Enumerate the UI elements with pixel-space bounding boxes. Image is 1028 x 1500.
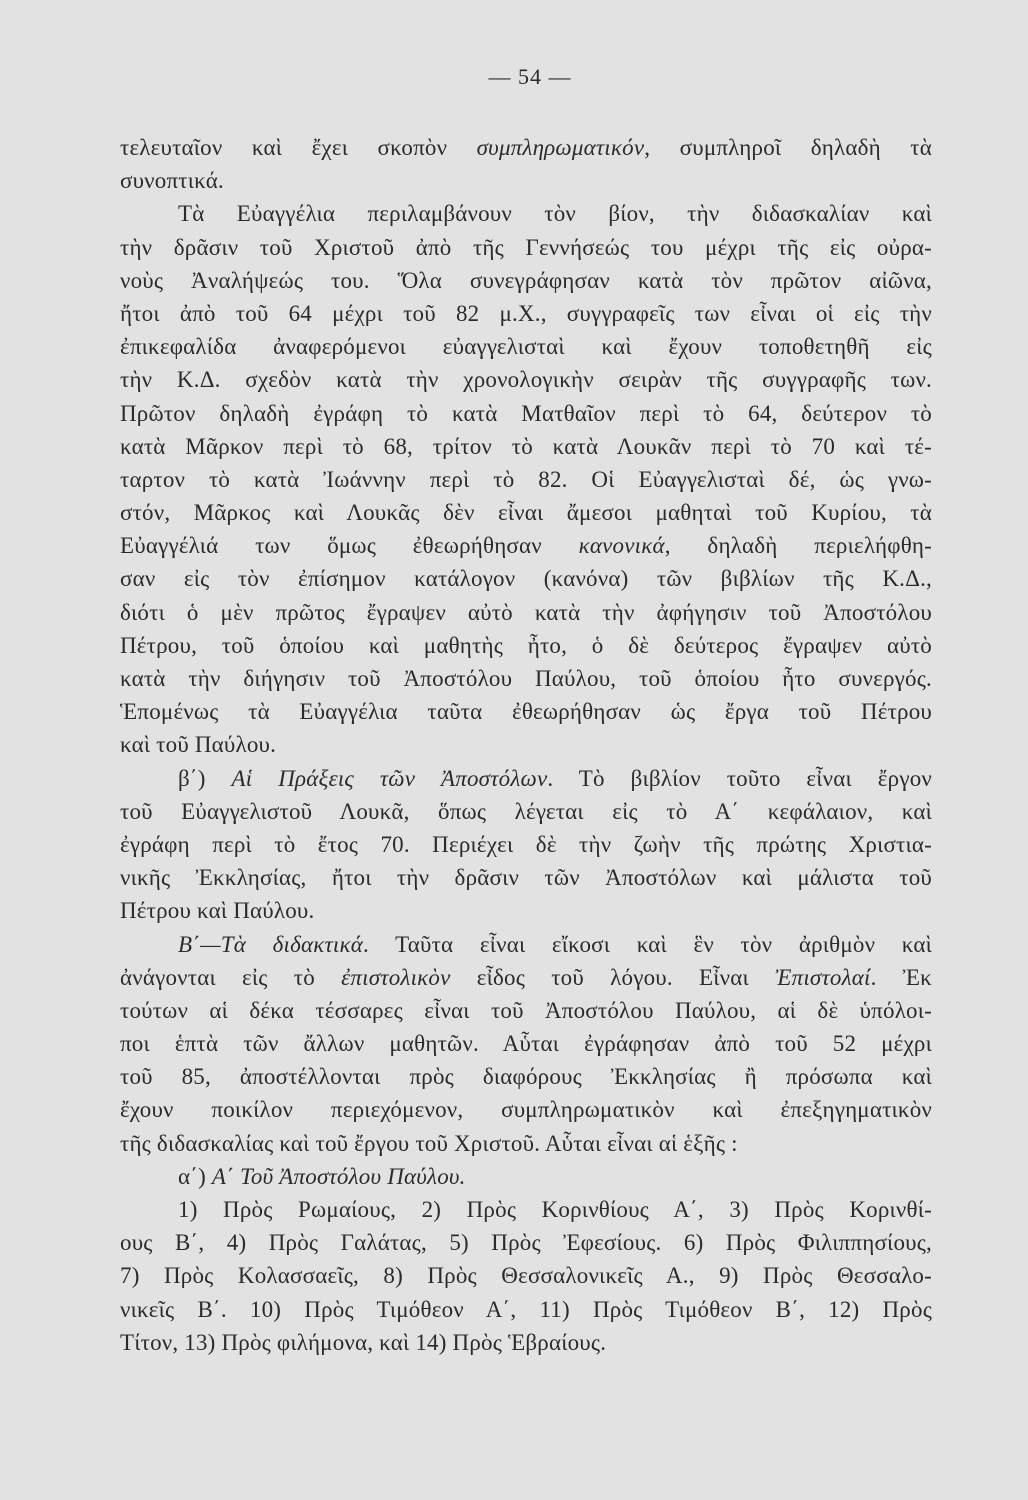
text-span: ἐπικεφαλίδα ἀναφερόμενοι εὐαγγελισταὶ καὶ ἔχουν τοποθετηθῆ εἰς bbox=[120, 334, 932, 360]
text-span: Πρῶτον δηλαδὴ ἐγράφη τὸ κατὰ Ματθαῖον περὶ τὸ 64, δεύτερον τὸ bbox=[120, 400, 932, 426]
text-span: στόν, Μᾶρκος καὶ Λουκᾶς δὲν εἶναι ἄμεσοι μαθηταὶ τοῦ Κυρίου, τὰ bbox=[120, 500, 932, 526]
text-span: καὶ τοῦ Παύλου. bbox=[120, 732, 277, 758]
text-line bbox=[120, 529, 932, 562]
text-span: Πέτρου καὶ Παύλου. bbox=[120, 898, 315, 924]
text-span: τὴν δρᾶσιν τοῦ Χριστοῦ ἀπὸ τῆς Γεννήσεώς του μέχρι τῆς εἰς οὐρα- bbox=[120, 234, 932, 260]
paragraph-start bbox=[120, 197, 932, 230]
paragraph-start bbox=[120, 1160, 932, 1193]
text-span: . Ἐκ bbox=[870, 964, 932, 990]
text-line bbox=[120, 496, 932, 529]
text-span: . Ταῦτα εἶναι εἴκοσι καὶ ἓν τὸν ἀριθμὸν καὶ bbox=[363, 931, 932, 957]
text-line bbox=[120, 1127, 932, 1160]
text-line bbox=[120, 164, 932, 197]
text-line bbox=[120, 629, 932, 662]
text-span: ἤτοι ἀπὸ τοῦ 64 μέχρι τοῦ 82 μ.Χ., συγγραφεῖς των εἶναι οἱ εἰς τὴν bbox=[120, 300, 932, 326]
text-line bbox=[120, 695, 932, 728]
text-line bbox=[120, 264, 932, 297]
text-line bbox=[120, 1226, 932, 1259]
text-span: 7) Πρὸς Κολασσαεῖς, 8) Πρὸς Θεσσαλονικεῖς Α., 9) Πρὸς Θεσσαλο- bbox=[120, 1263, 932, 1289]
italic-heading: Β΄—Τὰ διδακτικά bbox=[178, 931, 364, 957]
text-span: τῆς διδασκαλίας καὶ τοῦ ἔργου τοῦ Χριστοῦ. Αὗται εἶναι αἱ ἑξῆς : bbox=[120, 1130, 738, 1156]
text-span: 1) Πρὸς Ρωμαίους, 2) Πρὸς Κορινθίους Α΄, 3) Πρὸς Κορινθί- bbox=[178, 1197, 932, 1222]
text-span: νικῆς Ἐκκλησίας, ἤτοι τὴν δρᾶσιν τῶν Ἀποστόλων καὶ μάλιστα τοῦ bbox=[120, 865, 932, 891]
paragraph-start bbox=[120, 1193, 932, 1226]
text-span: Πέτρου, τοῦ ὁποίου καὶ μαθητὴς ἦτο, ὁ δὲ δεύτερος ἔγραψεν αὐτὸ bbox=[120, 632, 932, 658]
text-span: β΄) bbox=[178, 765, 232, 791]
text-line bbox=[120, 861, 932, 894]
text-span: τοῦ 85, ἀποστέλλονται πρὸς διαφόρους Ἐκκλησίας ἢ πρόσωπα καὶ bbox=[120, 1064, 932, 1090]
text-span: , δηλαδὴ περιελήφθη- bbox=[664, 533, 932, 559]
body-text bbox=[120, 131, 932, 1359]
text-span: διότι ὁ μὲν πρῶτος ἔγραψεν αὐτὸ κατὰ τὴν ἀφήγησιν τοῦ Ἀποστόλου bbox=[120, 599, 932, 625]
text-line bbox=[120, 1326, 932, 1359]
text-line bbox=[120, 231, 932, 264]
italic-heading: Α΄ Τοῦ Ἀποστόλου Παύλου. bbox=[211, 1163, 466, 1189]
text-line bbox=[120, 994, 932, 1027]
text-line bbox=[120, 1060, 932, 1093]
text-line bbox=[120, 662, 932, 695]
text-span: Τίτον, 13) Πρὸς φιλήμονα, καὶ 14) Πρὸς Ἑβραίους. bbox=[120, 1329, 607, 1355]
text-line bbox=[120, 1293, 932, 1326]
text-span: , συμπληροῖ δηλαδὴ τὰ bbox=[644, 135, 932, 160]
text-line bbox=[120, 894, 932, 927]
text-line bbox=[120, 1027, 932, 1060]
text-span: α΄) bbox=[178, 1163, 212, 1189]
text-span: ἐγράφη περὶ τὸ ἔτος 70. Περιέχει δὲ τὴν ζωὴν τῆς πρώτης Χριστια- bbox=[120, 831, 932, 857]
text-span: κατὰ τὴν διήγησιν τοῦ Ἀποστόλου Παύλου, τοῦ ὁποίου ἦτο συνεργός. bbox=[120, 666, 932, 691]
text-span: τελευταῖον καὶ ἔχει σκοπὸν bbox=[120, 135, 477, 160]
text-span: νοὺς Ἀναλήψεώς του. Ὅλα συνεγράφησαν κατὰ τὸν πρῶτον αἰῶνα, bbox=[120, 267, 932, 293]
text-line bbox=[120, 430, 932, 463]
text-span: εἶδος τοῦ λόγου. Εἶναι bbox=[450, 964, 776, 990]
text-span: σαν εἰς τὸν ἐπίσημον κατάλογον (κανόνα) τῶν βιβλίων τῆς Κ.Δ., bbox=[120, 566, 932, 592]
page-number: — 54 — bbox=[488, 64, 572, 89]
text-line bbox=[120, 1259, 932, 1292]
text-span: κατὰ Μᾶρκον περὶ τὸ 68, τρίτον τὸ κατὰ Λουκᾶν περὶ τὸ 70 καὶ τέ- bbox=[120, 433, 932, 459]
text-span: Ἑπομένως τὰ Εὐαγγέλια ταῦτα ἐθεωρήθησαν ὡς ἔργα τοῦ Πέτρου bbox=[120, 699, 932, 725]
text-span: συνοπτικά. bbox=[120, 168, 224, 194]
paragraph-start bbox=[120, 762, 932, 795]
text-line bbox=[120, 728, 932, 761]
text-line bbox=[120, 330, 932, 363]
text-line bbox=[120, 297, 932, 330]
text-span: ἔχουν ποικίλον περιεχόμενον, συμπληρωματικὸν καὶ ἐπεξηγηματικὸν bbox=[120, 1097, 932, 1123]
text-span: νικεῖς Β΄. 10) Πρὸς Τιμόθεον Α΄, 11) Πρὸς Τιμόθεον Β΄, 12) Πρὸς bbox=[120, 1296, 932, 1322]
text-line bbox=[120, 596, 932, 629]
text-span: Τὰ Εὐαγγέλια περιλαμβάνουν τὸν βίον, τὴν διδασκαλίαν καὶ bbox=[178, 201, 932, 227]
text-line bbox=[120, 795, 932, 828]
text-span: τούτων αἱ δέκα τέσσαρες εἶναι τοῦ Ἀποστόλου Παύλου, αἱ δὲ ὑπόλοι- bbox=[120, 997, 932, 1023]
text-line bbox=[120, 131, 932, 164]
italic-term: συμπληρωματικόν bbox=[476, 135, 645, 160]
text-span: ους Β΄, 4) Πρὸς Γαλάτας, 5) Πρὸς Ἐφεσίους. 6) Πρὸς Φιλιππησίους, bbox=[120, 1230, 932, 1256]
text-line bbox=[120, 397, 932, 430]
text-span: ἀνάγονται εἰς τὸ bbox=[120, 964, 342, 990]
text-line bbox=[120, 828, 932, 861]
italic-heading: Αἱ Πράξεις τῶν Ἀποστόλων bbox=[231, 765, 548, 791]
text-span: τὴν Κ.Δ. σχεδὸν κατὰ τὴν χρονολογικὴν σειρὰν τῆς συγγραφῆς των. bbox=[120, 367, 932, 393]
text-line bbox=[120, 1093, 932, 1126]
text-span: ποι ἑπτὰ τῶν ἄλλων μαθητῶν. Αὗται ἐγράφησαν ἀπὸ τοῦ 52 μέχρι bbox=[120, 1031, 932, 1057]
text-line bbox=[120, 562, 932, 595]
text-span: Εὐαγγέλιά των ὅμως ἐθεωρήθησαν bbox=[120, 533, 579, 559]
text-line bbox=[120, 363, 932, 396]
text-line bbox=[120, 463, 932, 496]
text-line bbox=[120, 961, 932, 994]
text-span: . Τὸ βιβλίον τοῦτο εἶναι ἔργον bbox=[547, 765, 932, 791]
italic-term: Ἐπιστολαί bbox=[775, 964, 871, 990]
italic-term: ἐπιστολικὸν bbox=[341, 964, 451, 990]
text-span: ταρτον τὸ κατὰ Ἰωάννην περὶ τὸ 82. Οἱ Εὐαγγελισταὶ δέ, ὡς γνω- bbox=[120, 466, 932, 492]
italic-term: κανονικά bbox=[578, 533, 665, 559]
paragraph-start bbox=[120, 928, 932, 961]
text-span: τοῦ Εὐαγγελιστοῦ Λουκᾶ, ὅπως λέγεται εἰς τὸ Α΄ κεφάλαιον, καὶ bbox=[120, 798, 932, 824]
